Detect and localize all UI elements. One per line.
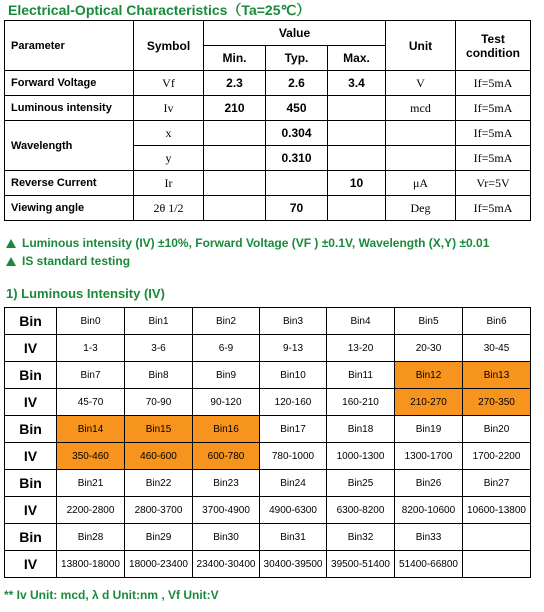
row-wavelength-x — [5, 121, 531, 146]
standard-note — [6, 254, 130, 268]
header-min: Min. — [204, 46, 266, 71]
tolerance-note-text: Luminous intensity (IV) ±10%, Forward Voltage (VF ) ±0.1V, Wavelength (X,Y) ±0.01 — [22, 236, 490, 250]
iv-row — [5, 389, 531, 416]
bin-name-cell: Bin22 — [125, 470, 193, 497]
iv-row-label: IV — [5, 497, 57, 524]
bin-name-cell: Bin23 — [193, 470, 260, 497]
max-cell — [328, 196, 386, 221]
bin-row — [5, 524, 531, 551]
condition-cell: If=5mA — [456, 146, 531, 171]
unit-cell — [386, 146, 456, 171]
min-cell — [204, 146, 266, 171]
max-cell — [328, 96, 386, 121]
iv-row-label: IV — [5, 389, 57, 416]
luminous-intensity-bin-table — [4, 307, 531, 578]
row-reverse-current — [5, 171, 531, 196]
iv-range-cell: 4900-6300 — [260, 497, 327, 524]
param-label: Forward Voltage — [5, 71, 134, 96]
param-label: Luminous intensity — [5, 96, 134, 121]
tolerance-note — [6, 236, 489, 250]
typ-cell: 0.304 — [266, 121, 328, 146]
iv-range-cell: 1300-1700 — [395, 443, 463, 470]
iv-range-cell: 2800-3700 — [125, 497, 193, 524]
bin-name-cell: Bin8 — [125, 362, 193, 389]
min-cell — [204, 196, 266, 221]
iv-row-label: IV — [5, 551, 57, 578]
condition-cell: Vr=5V — [456, 171, 531, 196]
header-test-condition — [456, 21, 531, 71]
bin-name-cell: Bin29 — [125, 524, 193, 551]
bin-name-cell: Bin6 — [463, 308, 531, 335]
bin-name-cell: Bin15 — [125, 416, 193, 443]
typ-cell: 70 — [266, 196, 328, 221]
iv-range-cell: 3700-4900 — [193, 497, 260, 524]
max-cell — [328, 146, 386, 171]
typ-cell: 450 — [266, 96, 328, 121]
iv-range-cell: 160-210 — [327, 389, 395, 416]
iv-range-cell: 1700-2200 — [463, 443, 531, 470]
header-value: Value — [204, 21, 386, 46]
max-cell: 10 — [328, 171, 386, 196]
iv-range-cell: 270-350 — [463, 389, 531, 416]
bin-name-cell: Bin19 — [395, 416, 463, 443]
electrical-optical-table — [4, 20, 531, 221]
iv-range-cell: 30-45 — [463, 335, 531, 362]
bin-name-cell: Bin30 — [193, 524, 260, 551]
bin-name-cell: Bin26 — [395, 470, 463, 497]
bin-row-label: Bin — [5, 362, 57, 389]
symbol-cell: Iv — [134, 96, 204, 121]
iv-range-cell: 2200-2800 — [57, 497, 125, 524]
typ-cell — [266, 171, 328, 196]
symbol-cell: 2θ 1/2 — [134, 196, 204, 221]
min-cell: 210 — [204, 96, 266, 121]
condition-cell: If=5mA — [456, 96, 531, 121]
iv-range-cell: 45-70 — [57, 389, 125, 416]
bin-row-label: Bin — [5, 416, 57, 443]
header-typ: Typ. — [266, 46, 328, 71]
bin-row-label: Bin — [5, 524, 57, 551]
condition-cell: If=5mA — [456, 196, 531, 221]
luminous-intensity-subtitle: 1) Luminous Intensity (IV) — [6, 286, 165, 301]
min-cell: 2.3 — [204, 71, 266, 96]
standard-note-text: IS standard testing — [22, 254, 131, 268]
iv-range-cell: 6300-8200 — [327, 497, 395, 524]
iv-range-cell: 600-780 — [193, 443, 260, 470]
bin-name-cell: Bin20 — [463, 416, 531, 443]
iv-range-cell: 210-270 — [395, 389, 463, 416]
max-cell — [328, 121, 386, 146]
unit-cell: V — [386, 71, 456, 96]
iv-range-cell: 51400-66800 — [395, 551, 463, 578]
iv-range-cell: 9-13 — [260, 335, 327, 362]
row-forward-voltage — [5, 71, 531, 96]
bin-name-cell: Bin11 — [327, 362, 395, 389]
iv-range-cell: 30400-39500 — [260, 551, 327, 578]
unit-cell: mcd — [386, 96, 456, 121]
iv-range-cell: 8200-10600 — [395, 497, 463, 524]
row-viewing-angle — [5, 196, 531, 221]
unit-cell: Deg — [386, 196, 456, 221]
bin-row-label: Bin — [5, 470, 57, 497]
header-test-line2: condition — [466, 45, 521, 60]
iv-row — [5, 443, 531, 470]
bin-row — [5, 362, 531, 389]
iv-range-cell: 350-460 — [57, 443, 125, 470]
bin-name-cell: Bin2 — [193, 308, 260, 335]
bin-name-cell: Bin21 — [57, 470, 125, 497]
bin-name-cell: Bin27 — [463, 470, 531, 497]
bin-row-label: Bin — [5, 308, 57, 335]
iv-row-label: IV — [5, 443, 57, 470]
max-cell: 3.4 — [328, 71, 386, 96]
iv-range-cell: 70-90 — [125, 389, 193, 416]
iv-range-cell: 10600-13800 — [463, 497, 531, 524]
iv-range-cell: 13-20 — [327, 335, 395, 362]
bin-name-cell: Bin16 — [193, 416, 260, 443]
param-label: Reverse Current — [5, 171, 134, 196]
min-cell — [204, 171, 266, 196]
bin-name-cell: Bin31 — [260, 524, 327, 551]
iv-range-cell: 23400-30400 — [193, 551, 260, 578]
iv-row — [5, 335, 531, 362]
iv-range-cell: 1000-1300 — [327, 443, 395, 470]
param-label: Viewing angle — [5, 196, 134, 221]
bin-name-cell: Bin14 — [57, 416, 125, 443]
bin-name-cell: Bin32 — [327, 524, 395, 551]
param-label: Wavelength — [5, 121, 134, 171]
bin-name-cell: Bin7 — [57, 362, 125, 389]
iv-range-cell: 3-6 — [125, 335, 193, 362]
iv-range-cell — [463, 551, 531, 578]
bin-name-cell: Bin0 — [57, 308, 125, 335]
header-test-line1: Test — [481, 31, 505, 46]
triangle-bullet-icon — [6, 239, 16, 248]
bin-name-cell: Bin3 — [260, 308, 327, 335]
bin-name-cell: Bin33 — [395, 524, 463, 551]
iv-row — [5, 497, 531, 524]
condition-cell: If=5mA — [456, 121, 531, 146]
bin-name-cell — [463, 524, 531, 551]
symbol-cell: y — [134, 146, 204, 171]
iv-range-cell: 120-160 — [260, 389, 327, 416]
header-unit: Unit — [386, 21, 456, 71]
symbol-cell: Ir — [134, 171, 204, 196]
unit-cell — [386, 121, 456, 146]
bin-name-cell: Bin25 — [327, 470, 395, 497]
iv-range-cell: 18000-23400 — [125, 551, 193, 578]
triangle-bullet-icon — [6, 257, 16, 266]
bin-name-cell: Bin1 — [125, 308, 193, 335]
iv-range-cell: 13800-18000 — [57, 551, 125, 578]
bin-name-cell: Bin10 — [260, 362, 327, 389]
symbol-cell: Vf — [134, 71, 204, 96]
header-max: Max. — [328, 46, 386, 71]
bin-name-cell: Bin12 — [395, 362, 463, 389]
symbol-cell: x — [134, 121, 204, 146]
typ-cell: 0.310 — [266, 146, 328, 171]
typ-cell: 2.6 — [266, 71, 328, 96]
bin-name-cell: Bin18 — [327, 416, 395, 443]
condition-cell: If=5mA — [456, 71, 531, 96]
header-parameter: Parameter — [5, 21, 134, 71]
bin-name-cell: Bin13 — [463, 362, 531, 389]
iv-range-cell: 780-1000 — [260, 443, 327, 470]
bin-name-cell: Bin17 — [260, 416, 327, 443]
iv-range-cell: 90-120 — [193, 389, 260, 416]
iv-row — [5, 551, 531, 578]
bin-name-cell: Bin28 — [57, 524, 125, 551]
min-cell — [204, 121, 266, 146]
unit-cell: μA — [386, 171, 456, 196]
iv-row-label: IV — [5, 335, 57, 362]
bin-name-cell: Bin5 — [395, 308, 463, 335]
row-luminous-intensity — [5, 96, 531, 121]
bin-row — [5, 416, 531, 443]
bin-name-cell: Bin9 — [193, 362, 260, 389]
iv-range-cell: 6-9 — [193, 335, 260, 362]
units-footnote: ** Iv Unit: mcd, λ d Unit:nm , Vf Unit:V — [4, 588, 219, 602]
bin-row — [5, 308, 531, 335]
iv-range-cell: 1-3 — [57, 335, 125, 362]
bin-name-cell: Bin4 — [327, 308, 395, 335]
header-symbol: Symbol — [134, 21, 204, 71]
iv-range-cell: 460-600 — [125, 443, 193, 470]
iv-range-cell: 20-30 — [395, 335, 463, 362]
iv-range-cell: 39500-51400 — [327, 551, 395, 578]
bin-row — [5, 470, 531, 497]
bin-name-cell: Bin24 — [260, 470, 327, 497]
section-title: Electrical-Optical Characteristics（Ta=25℃） — [8, 2, 311, 18]
